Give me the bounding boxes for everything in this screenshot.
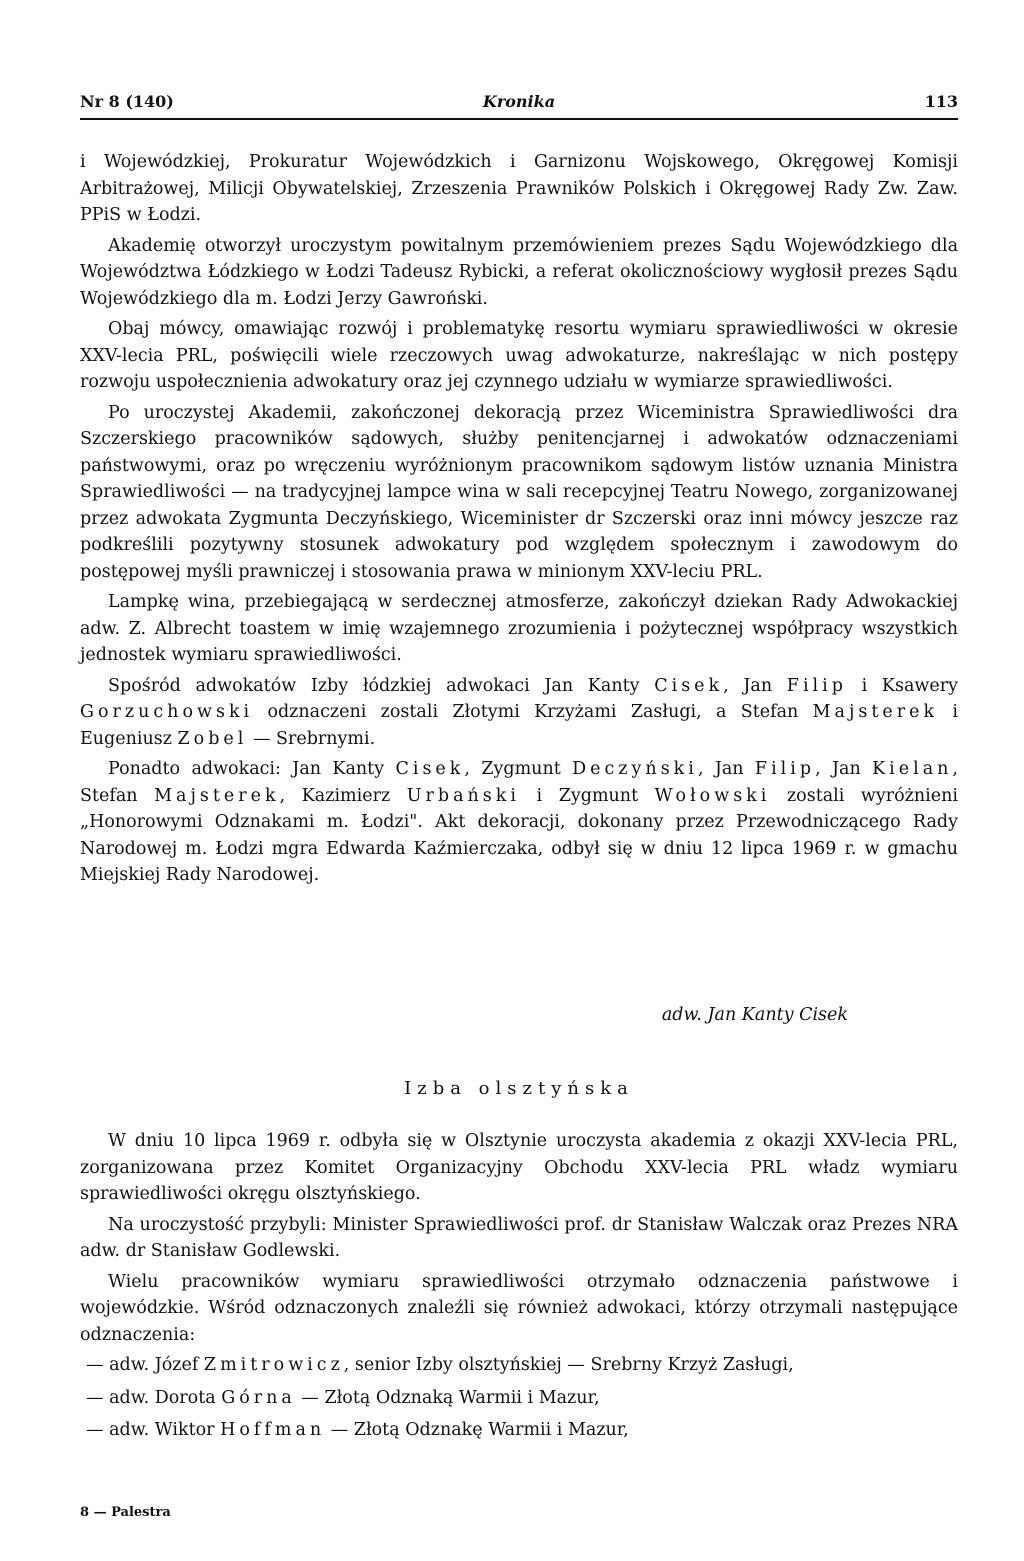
spaced-name: Cisek: [395, 759, 465, 779]
paragraph: Po uroczystej Akademii, zakończonej dekoracją przez Wiceministra Sprawiedliwości dra Szczerskiego pracowników sądowych, służby penitencjarnej i adwokatów odznaczeniami państwowymi, oraz po wręczeniu wyróżnionym pracownikom sądowym listów uznania Ministra Sprawiedliwości — na tradycyjnej lampce wina w sali recepcyjnej Teatru Nowego, zorganizowanej przez adwokata Zygmunta Deczyńskiego, Wiceminister dr Szczerski oraz inni mówcy jeszcze raz podkreślili pozytywny stosunek adwokatury pod względem społecznym i zawodowym do postępowej myśli prawniczej i stosowania prawa w minionym XXV-leciu PRL.: [80, 402, 958, 582]
paragraph: Na uroczystość przybyli: Minister Sprawiedliwości prof. dr Stanisław Walczak oraz Prezes NRA adw. dr Stanisław Godlewski.: [80, 1214, 958, 1261]
author-signature: adw. Jan Kanty Cisek: [661, 1005, 848, 1025]
header-rule: [80, 118, 958, 120]
spaced-name: Zmitrowicz: [203, 1355, 344, 1375]
list-item: — adw. Dorota Górna — Złotą Odznaką Warmii i Mazur,: [86, 1387, 600, 1408]
paragraph: i Wojewódzkiej, Prokuratur Wojewódzkich i Garnizonu Wojskowego, Okręgowej Komisji Arbitrażowej, Milicji Obywatelskiej, Zrzeszenia Prawników Polskich i Okręgowej Rady Zw. Zaw. PPiS w Łodzi.: [80, 152, 958, 225]
spaced-name: Urbański: [406, 785, 520, 806]
spaced-name: Filip: [786, 675, 847, 696]
issue-number: Nr 8 (140): [80, 92, 174, 111]
paragraph: Lampkę wina, przebiegającą w serdecznej atmosferze, zakończył dziekan Rady Adwokackiej adw. Z. Albrecht toastem w imię wzajemnego zrozumienia i pożytecznej współpracy wszystkich jednostek wymiaru sprawiedliwości.: [80, 592, 958, 665]
paragraph: Ponadto adwokaci: Jan Kanty Cisek, Zygmunt Deczyński, Jan Filip, Jan Kielan, Stefan Majsterek, Kazimierz Urbański i Zygmunt Wołowski zostali wyróżnieni „Honorowymi Odznakami m. Łodzi". Akt dekoracji, dokonany przez Przewodniczącego Rady Narodowej m. Łodzi mgra Edwarda Kaźmierczaka, odbył się w dniu 12 lipca 1969 r. w gmachu Miejskiej Rady Narodowej.: [80, 759, 958, 885]
paragraph: W dniu 10 lipca 1969 r. odbyła się w Olsztynie uroczysta akademia z okazji XXV-lecia PRL, zorganizowana przez Komitet Organizacyjny Obchodu XXV-lecia PRL władz wymiaru sprawiedliwości okręgu olsztyńskiego.: [80, 1131, 958, 1204]
spaced-name: Majsterek: [154, 785, 280, 806]
spaced-name: Filip: [754, 759, 816, 779]
article-lodz: [80, 149, 958, 893]
spaced-name: Deczyński: [572, 759, 698, 779]
section-title: Izba olsztyńska: [404, 1078, 634, 1099]
award-list: [80, 1352, 958, 1444]
spaced-name: Kielan: [872, 759, 953, 779]
section-name: Kronika: [482, 92, 556, 111]
list-item: — adw. Józef Zmitrowicz, senior Izby olsztyńskiej — Srebrny Krzyż Zasługi,: [86, 1355, 794, 1375]
spaced-name: Hoffman: [220, 1420, 326, 1440]
spaced-name: Gorzuchowski: [80, 702, 254, 722]
list-item: — adw. Wiktor Hoffman — Złotą Odznakę Warmii i Mazur,: [86, 1420, 629, 1440]
paragraph: Wielu pracowników wymiaru sprawiedliwości otrzymało odznaczenia państwowe i wojewódzkie. Wśród odznaczonych znaleźli się również adwokaci, którzy otrzymali następujące odznaczenia:: [80, 1271, 958, 1345]
spaced-name: Cisek: [654, 675, 724, 696]
spaced-name: Wołowski: [654, 785, 771, 806]
page-number: 113: [924, 92, 958, 111]
paragraph: Obaj mówcy, omawiając rozwój i problematykę resortu wymiaru sprawiedliwości w okresie XXV-lecia PRL, poświęcili wiele rzeczowych uwag adwokaturze, nakreślając w nich postępy rozwoju uspołecznienia adwokatury oraz jej czynnego udziału w wymiarze sprawiedliwości.: [80, 319, 958, 392]
running-header: [80, 92, 958, 114]
spaced-name: Majsterek: [812, 702, 939, 722]
spaced-name: Górna: [221, 1387, 296, 1408]
page-footer: 8 — Palestra: [80, 1505, 171, 1520]
paragraph: Spośród adwokatów Izby łódzkiej adwokaci Jan Kanty Cisek, Jan Filip i Ksawery Gorzuchowski odznaczeni zostali Złotymi Krzyżami Zasługi, a Stefan Majsterek i Eugeniusz Zobel — Srebrnymi.: [80, 675, 958, 749]
article-olsztyn: [80, 1128, 958, 1450]
spaced-name: Zobel: [177, 728, 248, 749]
paragraph: Akademię otworzył uroczystym powitalnym przemówieniem prezes Sądu Wojewódzkiego dla Województwa Łódzkiego w Łodzi Tadeusz Rybicki, a referat okolicznościowy wygłosił prezes Sądu Wojewódzkiego dla m. Łodzi Jerzy Gawroński.: [80, 235, 958, 309]
